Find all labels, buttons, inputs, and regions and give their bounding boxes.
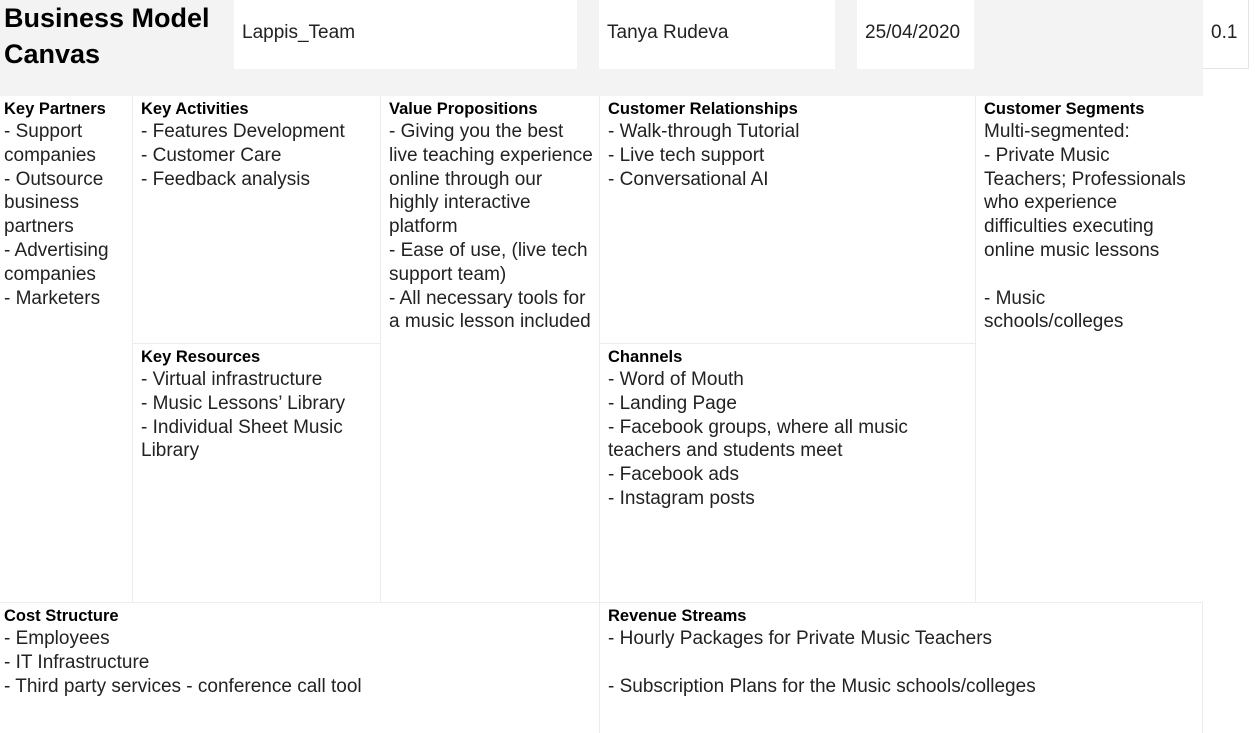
- channels-line: - Word of Mouth: [608, 369, 744, 390]
- customer-segments-intro: Multi-segmented:: [984, 121, 1130, 142]
- customer-relationships-heading: Customer Relationships: [608, 100, 798, 118]
- key-resources-cell[interactable]: [132, 343, 380, 602]
- cost-structure-cell[interactable]: [0, 602, 599, 733]
- customer-segments-group: - Private Music Teachers; Professionals who experience difficulties executing online music lessons: [984, 144, 1186, 261]
- cost-structure-heading: Cost Structure: [4, 607, 119, 625]
- customer-relationships-line: - Walk-through Tutorial: [608, 121, 800, 142]
- key-resources-heading: Key Resources: [141, 348, 261, 366]
- channels-line: - Facebook ads: [608, 464, 739, 486]
- revenue-streams-line: - Subscription Plans for the Music schools/colleges: [608, 675, 1036, 697]
- channels-line: - Instagram posts: [608, 487, 755, 509]
- channels-line: - Facebook groups, where all music teachers and students meet: [608, 416, 908, 462]
- value-propositions-line: - Ease of use, (live tech support team): [389, 239, 588, 285]
- spacer: [984, 263, 1189, 287]
- spacer: [608, 651, 1198, 675]
- cost-structure-line: - Third party services - conference call tool: [4, 675, 362, 697]
- channels-line: - Landing Page: [608, 392, 737, 414]
- key-activities-heading: Key Activities: [141, 100, 249, 118]
- key-activities-line: - Feedback analysis: [141, 168, 310, 190]
- revenue-streams-cell[interactable]: [599, 602, 1203, 733]
- canvas-title: [4, 0, 236, 72]
- value-propositions-heading: Value Propositions: [389, 100, 538, 118]
- key-activities-line: - Customer Care: [141, 144, 282, 166]
- key-partners-heading: Key Partners: [4, 100, 106, 118]
- customer-segments-heading: Customer Segments: [984, 100, 1145, 118]
- customer-segments-group: - Music schools/colleges: [984, 287, 1124, 333]
- value-propositions-line: - Giving you the best live teaching experience online through our highly interactive platform: [389, 121, 593, 238]
- customer-relationships-line: - Live tech support: [608, 144, 765, 166]
- cost-structure-line: - IT Infrastructure: [4, 651, 150, 673]
- channels-heading: Channels: [608, 348, 683, 366]
- customer-relationships-cell[interactable]: [599, 96, 975, 343]
- key-resources-line: - Music Lessons’ Library: [141, 392, 346, 414]
- channels-cell[interactable]: [599, 343, 975, 602]
- key-resources-line: - Individual Sheet Music Library: [141, 416, 343, 462]
- key-partners-line: - Outsource business partners: [4, 168, 104, 238]
- key-partners-line: - Support companies: [4, 121, 96, 166]
- value-propositions-cell[interactable]: [380, 96, 599, 602]
- date-cell[interactable]: 25/04/2020: [857, 0, 974, 69]
- cost-structure-line: - Employees: [4, 628, 110, 649]
- designed-for-cell[interactable]: Lappis_Team: [234, 0, 577, 69]
- revenue-streams-heading: Revenue Streams: [608, 607, 747, 625]
- key-activities-line: - Features Development: [141, 121, 345, 142]
- key-activities-cell[interactable]: [132, 96, 380, 343]
- customer-segments-cell[interactable]: [975, 96, 1203, 602]
- key-resources-line: - Virtual infrastructure: [141, 369, 323, 390]
- key-partners-cell[interactable]: [0, 96, 132, 602]
- key-partners-line: - Marketers: [4, 287, 101, 309]
- version-cell[interactable]: 0.1: [1203, 0, 1249, 69]
- value-propositions-line: - All necessary tools for a music lesson included: [389, 287, 591, 333]
- key-partners-line: - Advertising companies: [4, 239, 109, 285]
- designed-by-cell[interactable]: Tanya Rudeva: [599, 0, 835, 69]
- title-line-1: Business Model: [4, 3, 210, 33]
- title-line-2: Canvas: [4, 39, 101, 69]
- customer-relationships-line: - Conversational AI: [608, 168, 769, 190]
- revenue-streams-line: - Hourly Packages for Private Music Teachers: [608, 628, 993, 649]
